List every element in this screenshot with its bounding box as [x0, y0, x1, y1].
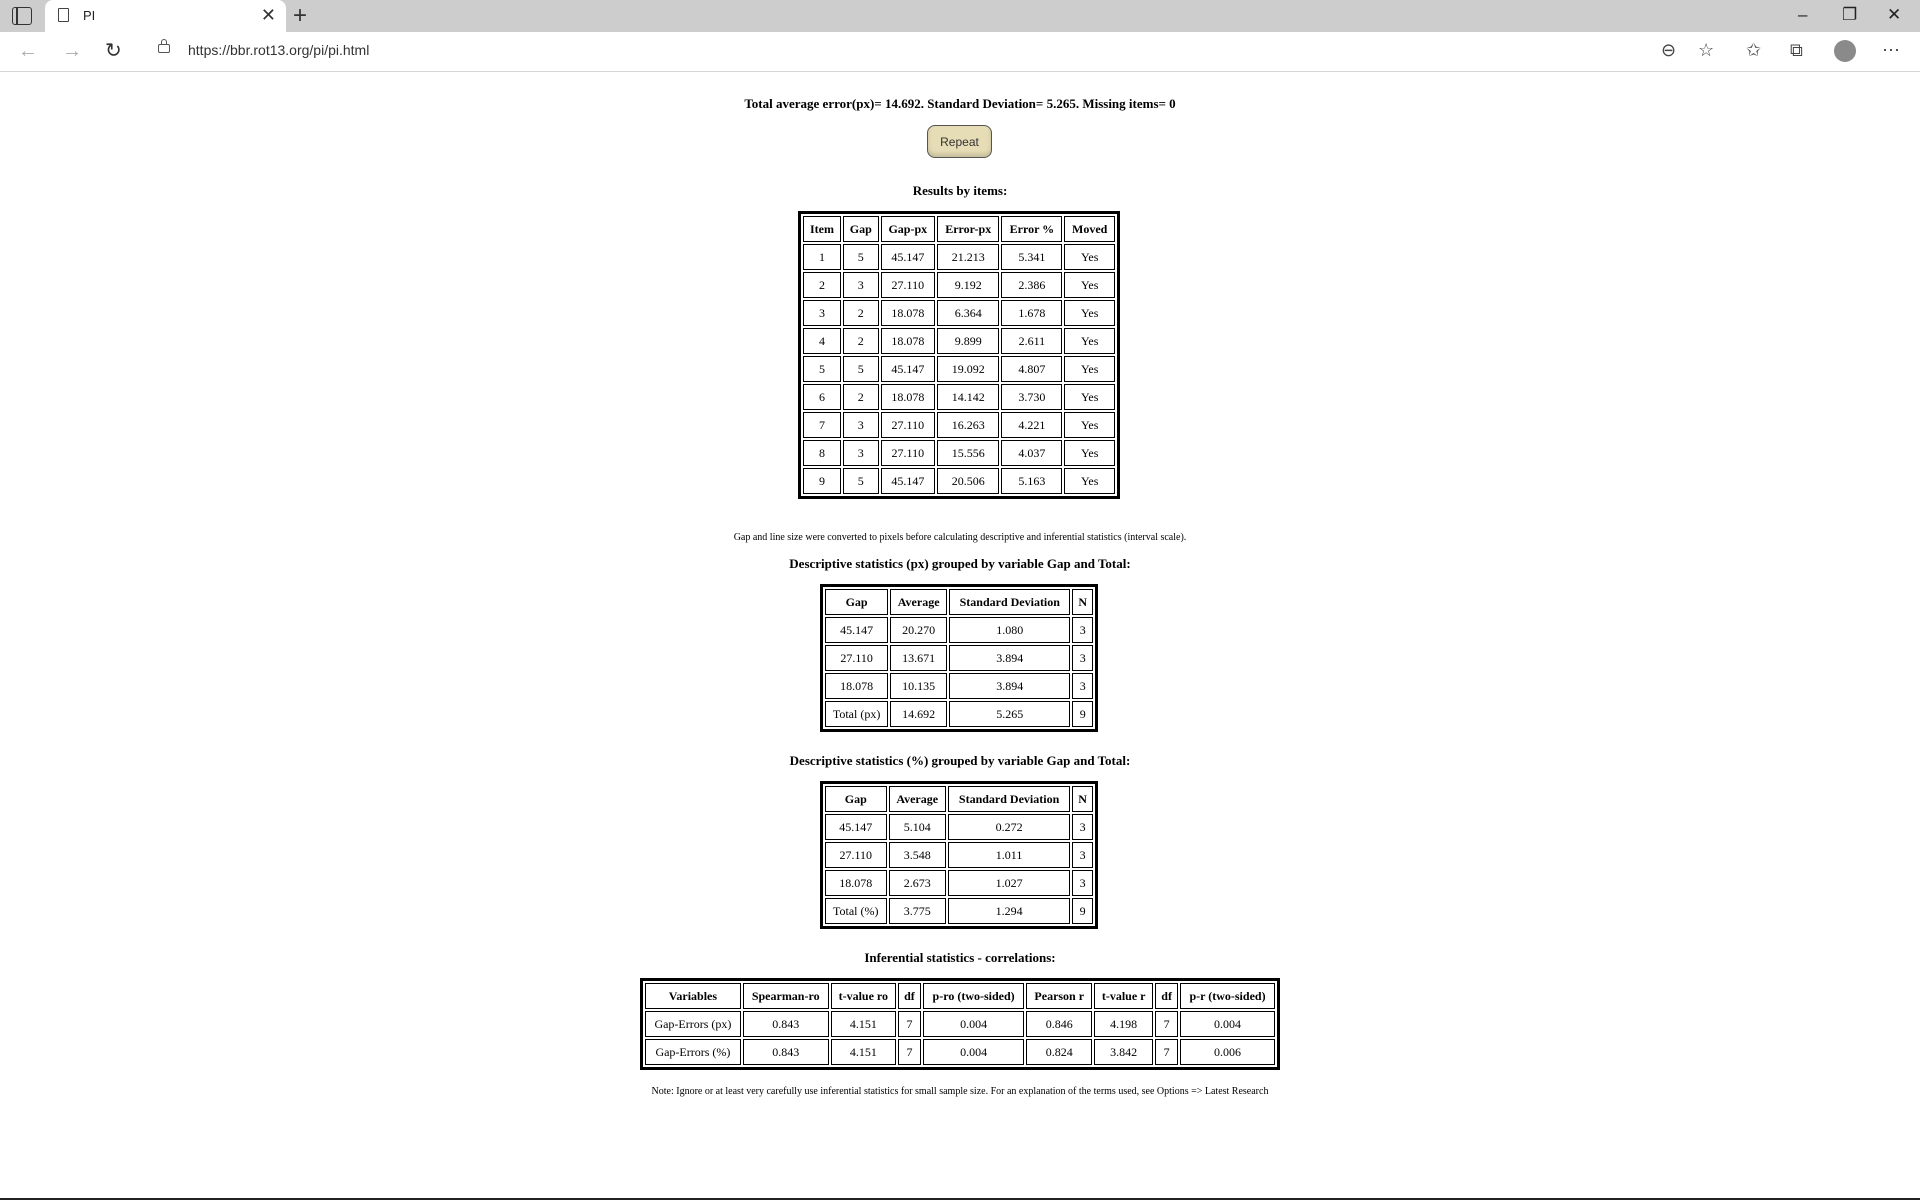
desc-px-table — [820, 584, 1098, 732]
column-header: df — [898, 983, 921, 1009]
table-cell: Gap-Errors (%) — [645, 1039, 741, 1065]
table-cell: Yes — [1064, 384, 1115, 410]
table-row — [825, 842, 1093, 868]
table-row — [645, 1011, 1275, 1037]
table-cell: 18.078 — [881, 384, 935, 410]
table-row — [825, 673, 1093, 699]
table-cell: 45.147 — [825, 814, 887, 840]
table-cell: 7 — [1155, 1011, 1178, 1037]
column-header: p-r (two-sided) — [1180, 983, 1275, 1009]
close-window-icon[interactable]: ✕ — [1887, 5, 1902, 24]
table-row — [645, 1039, 1275, 1065]
column-header: t-value r — [1094, 983, 1153, 1009]
table-cell: 27.110 — [881, 412, 935, 438]
table-cell: 27.110 — [825, 842, 887, 868]
table-cell: Yes — [1064, 468, 1115, 494]
table-cell: 6.364 — [937, 300, 999, 326]
table-cell: 3 — [1072, 814, 1093, 840]
restore-icon[interactable]: ❐ — [1842, 5, 1858, 24]
column-header: Error % — [1001, 216, 1062, 242]
summary-text: Total average error(px)= 14.692. Standard Deviation= 5.265. Missing items= 0 — [744, 96, 1176, 111]
table-cell: 1.080 — [949, 617, 1070, 643]
column-header: Gap-px — [881, 216, 935, 242]
table-cell: 3.842 — [1094, 1039, 1153, 1065]
conversion-note: Gap and line size were converted to pixels before calculating descriptive and inferential statistics (interval scale). — [733, 532, 1187, 543]
table-cell: 3 — [843, 440, 879, 466]
column-header: Error-px — [937, 216, 999, 242]
zoom-icon[interactable]: ⊖ — [1661, 40, 1677, 60]
table-cell: Gap-Errors (px) — [645, 1011, 741, 1037]
results-table — [798, 211, 1120, 499]
table-cell: 27.110 — [881, 440, 935, 466]
table-cell: 4.151 — [831, 1039, 897, 1065]
table-cell: 5.265 — [949, 701, 1070, 727]
column-header: N — [1072, 786, 1093, 812]
url-text[interactable]: https://bbr.rot13.org/pi/pi.html — [188, 42, 370, 58]
table-cell: Yes — [1064, 328, 1115, 354]
column-header: Item — [803, 216, 841, 242]
table-cell: 5.163 — [1001, 468, 1062, 494]
column-header: Average — [889, 786, 946, 812]
column-header: Standard Deviation — [948, 786, 1070, 812]
table-cell: 4.037 — [1001, 440, 1062, 466]
table-cell: 45.147 — [881, 356, 935, 382]
table-cell: 0.004 — [923, 1011, 1025, 1037]
table-cell: 0.004 — [1180, 1011, 1275, 1037]
column-header: p-ro (two-sided) — [923, 983, 1025, 1009]
browser-chrome — [0, 0, 1920, 72]
table-cell: 3.548 — [889, 842, 946, 868]
table-cell: 3 — [843, 412, 879, 438]
table-cell: 3 — [1072, 617, 1093, 643]
table-cell: Total (%) — [825, 898, 887, 924]
table-cell: 6 — [803, 384, 841, 410]
table-row — [803, 300, 1115, 326]
table-cell: 5 — [843, 244, 879, 270]
column-header: Spearman-ro — [743, 983, 829, 1009]
table-row — [825, 701, 1093, 727]
column-header: t-value ro — [831, 983, 897, 1009]
table-cell: 5.104 — [889, 814, 946, 840]
column-header: N — [1072, 589, 1093, 615]
column-header: Gap — [825, 786, 887, 812]
results-heading: Results by items: — [912, 183, 1008, 198]
table-cell: 2.673 — [889, 870, 946, 896]
tab-actions-icon[interactable] — [12, 7, 32, 25]
column-header: Pearson r — [1026, 983, 1092, 1009]
table-cell: 0.272 — [948, 814, 1070, 840]
table-cell: 4.221 — [1001, 412, 1062, 438]
table-cell: 3 — [1072, 842, 1093, 868]
table-cell: 8 — [803, 440, 841, 466]
table-cell: Yes — [1064, 412, 1115, 438]
more-icon[interactable]: ⋯ — [1882, 40, 1900, 60]
table-cell: 3.775 — [889, 898, 946, 924]
table-cell: 3 — [1072, 870, 1093, 896]
favorites-icon[interactable]: ✩ — [1746, 40, 1762, 60]
reload-icon[interactable]: ↻ — [105, 40, 122, 62]
header-row — [825, 589, 1093, 615]
table-row — [803, 272, 1115, 298]
table-cell: 3 — [843, 272, 879, 298]
table-cell: 45.147 — [825, 617, 888, 643]
column-header: Gap — [843, 216, 879, 242]
column-header: Average — [890, 589, 947, 615]
table-cell: 1 — [803, 244, 841, 270]
table-cell: 1.027 — [948, 870, 1070, 896]
table-row — [825, 898, 1093, 924]
table-cell: 4.198 — [1094, 1011, 1153, 1037]
table-row — [825, 645, 1093, 671]
table-cell: 5 — [843, 356, 879, 382]
table-cell: 45.147 — [881, 244, 935, 270]
table-cell: 0.824 — [1026, 1039, 1092, 1065]
table-cell: 0.004 — [923, 1039, 1025, 1065]
table-cell: Yes — [1064, 300, 1115, 326]
tab-title: PI — [83, 8, 96, 23]
table-cell: 3.730 — [1001, 384, 1062, 410]
footer-note: Note: Ignore or at least very carefully use inferential statistics for small sample size. For an explanation of the terms used, see Options => Latest Research — [651, 1086, 1269, 1097]
table-cell: 7 — [803, 412, 841, 438]
table-row — [825, 617, 1093, 643]
table-row — [803, 412, 1115, 438]
table-cell: 27.110 — [881, 272, 935, 298]
table-cell: 7 — [1155, 1039, 1178, 1065]
table-cell: 2.611 — [1001, 328, 1062, 354]
table-cell: 13.671 — [890, 645, 947, 671]
table-cell: 18.078 — [825, 870, 887, 896]
column-header: Gap — [825, 589, 888, 615]
table-cell: 9.192 — [937, 272, 999, 298]
table-cell: Total (px) — [825, 701, 888, 727]
table-cell: 3 — [1072, 673, 1093, 699]
repeat-button[interactable]: Repeat — [927, 125, 992, 158]
add-favorite-icon[interactable]: ☆ — [1698, 40, 1715, 60]
inferential-table — [640, 978, 1280, 1070]
desc-pct-table — [820, 781, 1098, 929]
table-cell: 0.843 — [743, 1011, 829, 1037]
table-cell: 5 — [803, 356, 841, 382]
table-cell: 0.846 — [1026, 1011, 1092, 1037]
table-row — [825, 870, 1093, 896]
browser-toolbar — [0, 32, 1920, 71]
page-icon — [58, 8, 69, 22]
table-cell: 2 — [843, 328, 879, 354]
forward-icon[interactable]: → — [62, 40, 82, 62]
table-cell: 4 — [803, 328, 841, 354]
table-cell: 5.341 — [1001, 244, 1062, 270]
table-cell: 5 — [843, 468, 879, 494]
table-cell: 7 — [898, 1011, 921, 1037]
table-row — [803, 328, 1115, 354]
table-cell: 3.894 — [949, 673, 1070, 699]
table-row — [825, 814, 1093, 840]
header-row — [825, 786, 1093, 812]
table-cell: 18.078 — [825, 673, 888, 699]
desc-pct-heading: Descriptive statistics (%) grouped by variable Gap and Total: — [789, 753, 1131, 768]
table-row — [803, 384, 1115, 410]
table-cell: 0.843 — [743, 1039, 829, 1065]
table-cell: Yes — [1064, 244, 1115, 270]
table-cell: Yes — [1064, 356, 1115, 382]
column-header: Standard Deviation — [949, 589, 1070, 615]
table-cell: 2.386 — [1001, 272, 1062, 298]
table-cell: 9 — [1072, 701, 1093, 727]
table-cell: 14.142 — [937, 384, 999, 410]
table-cell: 1.294 — [948, 898, 1070, 924]
table-cell: 9.899 — [937, 328, 999, 354]
table-cell: 3 — [1072, 645, 1093, 671]
table-cell: 2 — [843, 300, 879, 326]
header-row — [803, 216, 1115, 242]
table-cell: 9 — [1072, 898, 1093, 924]
table-cell: Yes — [1064, 440, 1115, 466]
table-cell: 14.692 — [890, 701, 947, 727]
back-icon[interactable]: ← — [18, 40, 38, 62]
table-row — [803, 356, 1115, 382]
table-cell: 2 — [843, 384, 879, 410]
table-row — [803, 440, 1115, 466]
inferential-heading: Inferential statistics - correlations: — [864, 950, 1056, 965]
column-header: Variables — [645, 983, 741, 1009]
table-cell: 9 — [803, 468, 841, 494]
table-cell: 27.110 — [825, 645, 888, 671]
lock-icon[interactable] — [158, 44, 170, 53]
column-header: Moved — [1064, 216, 1115, 242]
table-cell: 19.092 — [937, 356, 999, 382]
new-tab-icon[interactable]: + — [293, 2, 308, 29]
minimize-icon[interactable]: – — [1798, 5, 1808, 24]
collections-icon[interactable]: ⧉ — [1790, 40, 1803, 60]
tab-strip — [0, 0, 1920, 32]
table-cell: 10.135 — [890, 673, 947, 699]
table-cell: 0.006 — [1180, 1039, 1275, 1065]
table-cell: Yes — [1064, 272, 1115, 298]
table-cell: 1.678 — [1001, 300, 1062, 326]
table-cell: 18.078 — [881, 328, 935, 354]
table-cell: 4.807 — [1001, 356, 1062, 382]
profile-avatar[interactable] — [1834, 40, 1856, 62]
table-cell: 16.263 — [937, 412, 999, 438]
table-cell: 20.270 — [890, 617, 947, 643]
table-cell: 15.556 — [937, 440, 999, 466]
close-tab-icon[interactable]: ✕ — [260, 5, 276, 25]
table-row — [803, 244, 1115, 270]
table-cell: 18.078 — [881, 300, 935, 326]
table-cell: 7 — [898, 1039, 921, 1065]
column-header: df — [1155, 983, 1178, 1009]
table-cell: 3 — [803, 300, 841, 326]
table-cell: 45.147 — [881, 468, 935, 494]
table-row — [803, 468, 1115, 494]
browser-tab[interactable] — [45, 0, 286, 32]
table-cell: 1.011 — [948, 842, 1070, 868]
table-cell: 4.151 — [831, 1011, 897, 1037]
table-cell: 21.213 — [937, 244, 999, 270]
table-cell: 20.506 — [937, 468, 999, 494]
table-cell: 3.894 — [949, 645, 1070, 671]
header-row — [645, 983, 1275, 1009]
desc-px-heading: Descriptive statistics (px) grouped by variable Gap and Total: — [789, 556, 1131, 571]
table-cell: 2 — [803, 272, 841, 298]
